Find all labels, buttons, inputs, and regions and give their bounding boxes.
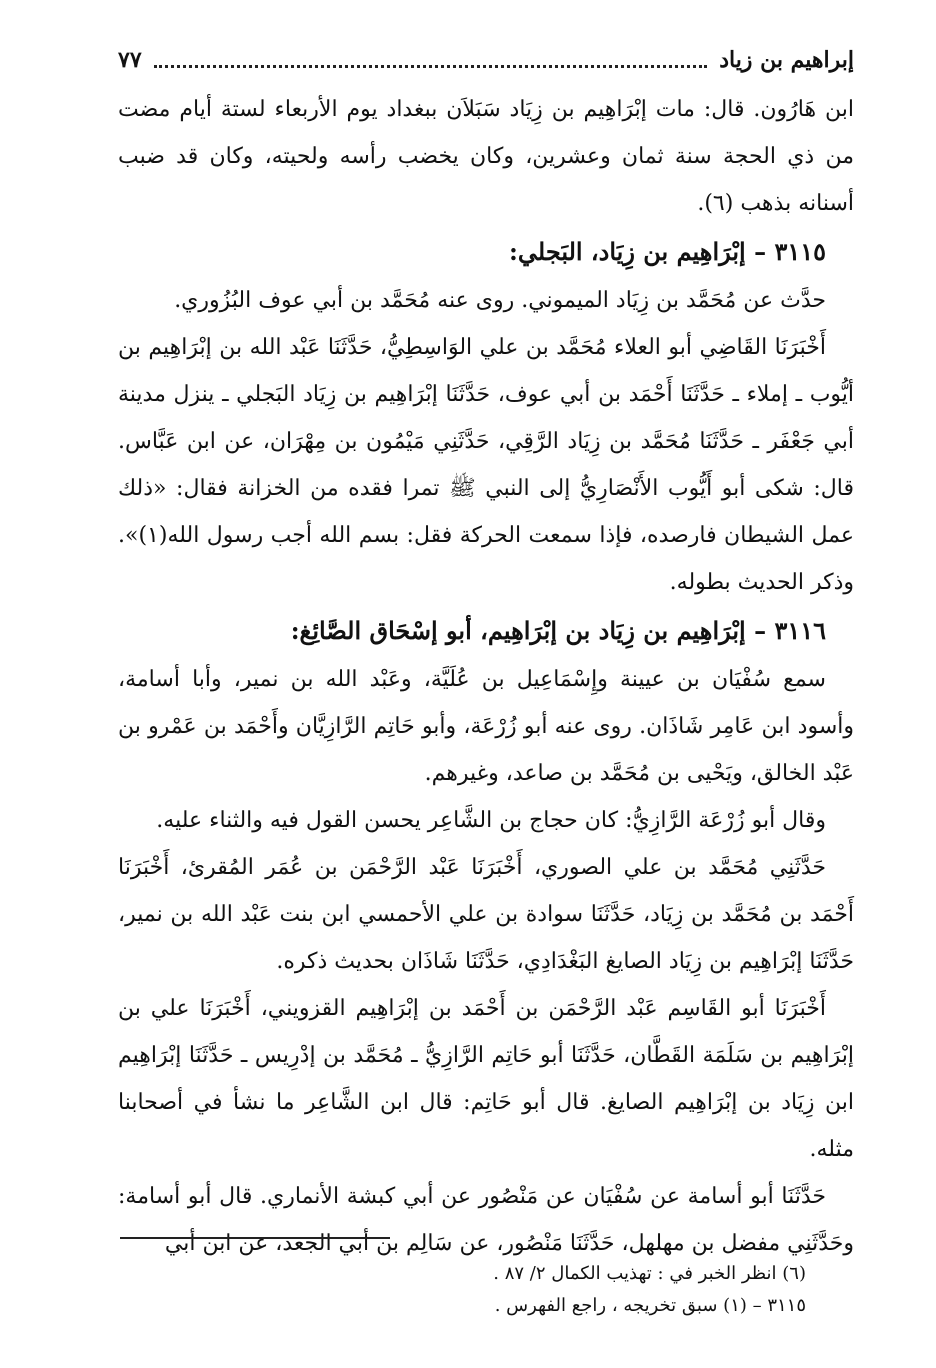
body-paragraph: وقال أبو زُرْعَة الرَّازِيُّ: كان حجاج بن الشَّاعِر يحسن القول فيه والثناء عليه. [156,808,826,833]
running-header [118,42,854,78]
entry-heading: ٣١١٦ – إبْرَاهِيم بن زِيَاد بن إبْرَاهِيم، أبو إسْحَاق الصَّائِغ: [290,616,826,645]
footnote: ٣١١٥ – (١) سبق تخريجه ، راجع الفهرس . [494,1295,806,1316]
header-leader-dots [154,65,708,68]
body-paragraph: ابن هَارُون. قال: مات إبْرَاهِيم بن زِيَاد سَبَلاَن ببغداد يوم الأربعاء لستة أيام مضت من ذي الحجة سنة ثمان وعشرين، وكان يخضب رأسه ولحيته، وكان قد ضبب أسنانه بذهب (٦). [118,97,854,216]
page-number: ٧٧ [118,47,142,73]
body-paragraph: حَدَّثَنَا أبو أسامة عن سُفْيَان عن مَنْصُور عن أبي كبشة الأنماري. قال أبو أسامة: وحَدَّثَنِي مفضل بن مهلهل، حَدَّثَنَا مَنْصُور، عن سَالِم بن أبي الجعد، عن ابن أبي [118,1184,854,1256]
footnotes [118,1258,846,1322]
body-paragraph: أَخْبَرَنَا القَاضِي أبو العلاء مُحَمَّد بن علي الوَاسِطِيُّ، حَدَّثَنَا عَبْد الله بن إبْرَاهِيم بن أيُّوب ـ إملاء ـ حَدَّثَنَا أَحْمَد بن أبي عوف، حَدَّثَنَا إبْرَاهِيم بن زِيَاد البَجلي ـ ينزل مدينة أبي جَعْفَر ـ حَدَّثَنَا مُحَمَّد بن زِيَاد الرَّقِي، حَدَّثَنِي مَيْمُون بن مِهْرَان، عن ابن عَبَّاس. قال: شكى أبو أَيُّوب الأَنْصَارِيُّ إلى النبي ﷺ تمرا فقده من الخزانة فقال: «ذلك عمل الشيطان فارصده، فإذا سمعت الحركة فقل: بسم الله أجب رسول الله(١)». وذكر الحديث بطوله. [118,335,854,595]
page-body [118,86,854,1267]
body-paragraph: حَدَّثَنِي مُحَمَّد بن علي الصوري، أَخْبَرَنَا عَبْد الرَّحْمَن بن عُمَر المُقرئ، أَخْبَرَنَا أَحْمَد بن مُحَمَّد بن زِيَاد، حَدَّثَنَا سوادة بن علي الأحمسي ابن بنت عَبْد الله بن نمير، حَدَّثَنَا إبْرَاهِيم بن زِيَاد الصايغ البَغْدَادِي، حَدَّثَنَا شَاذَان بحديث ذكره. [118,855,854,974]
body-paragraph: سمع سُفْيَان بن عيينة وإِسْمَاعِيل بن عُلَيَّة، وعَبْد الله بن نمير، وأبا أسامة، وأسود ابن عَامِر شَاذَان. روى عنه أبو زُرْعَة، وأبو حَاتِم الرَّازِيَّان وأَحْمَد بن عَمْرو بن عَبْد الخالق، ويَحْيى بن مُحَمَّد بن صاعد، وغيرهم. [118,667,854,786]
body-paragraph: حدَّث عن مُحَمَّد بن زِيَاد الميموني. روى عنه مُحَمَّد بن أبي عوف البُزُوري. [174,288,826,313]
footnote: (٦) انظر الخبر في : تهذيب الكمال ٢/ ٨٧ . [493,1263,806,1284]
body-paragraph: أَخْبَرَنَا أبو القَاسِم عَبْد الرَّحْمَن بن أَحْمَد بن إبْرَاهِيم القزويني، أَخْبَرَنَا علي بن إبْرَاهِيم بن سَلَمَة القَطَّان، حَدَّثَنَا أبو حَاتِم الرَّازِيُّ ـ مُحَمَّد بن إدْرِيس ـ حَدَّثَنَا إبْرَاهِيم ابن زِيَاد بن إبْرَاهِيم الصايغ. قال أبو حَاتِم: قال ابن الشَّاعِر ما نشأ في أصحابنا مثله. [118,996,854,1162]
footnote-separator [120,1237,390,1239]
entry-heading: ٣١١٥ – إبْرَاهِيم بن زِيَاد، البَجلي: [509,237,826,266]
header-title: إبراهيم بن زياد [719,47,854,73]
